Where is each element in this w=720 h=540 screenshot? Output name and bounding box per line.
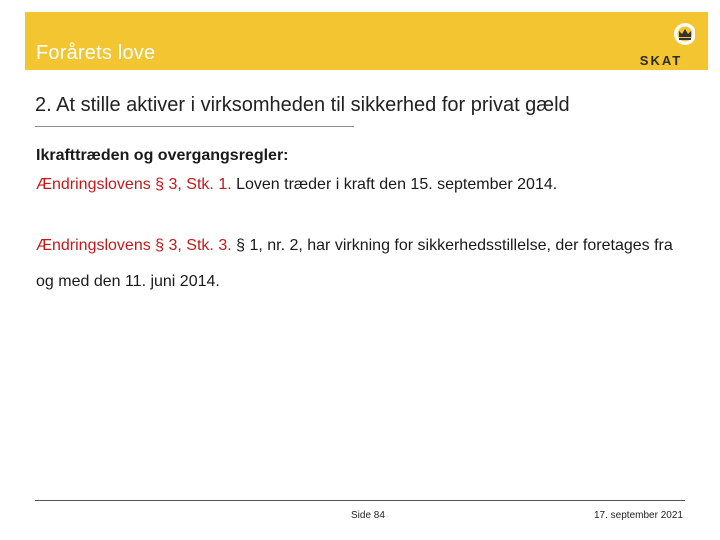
footer-divider bbox=[35, 500, 685, 501]
paragraph-2-text: § 1, nr. 2, har virkning for sikkerhedsstillelse, der foretages fra og med den 11. juni 2014. bbox=[36, 237, 673, 290]
paragraph-1-text: Loven træder i kraft den 15. september 2014. bbox=[231, 176, 558, 193]
law-reference-2: Ændringslovens § 3, Stk. 3. bbox=[36, 237, 232, 254]
slide-subtitle: 2. At stille aktiver i virksomheden til sikkerhed for privat gæld bbox=[35, 94, 570, 116]
paragraph-2 bbox=[36, 228, 676, 300]
skat-logo bbox=[615, 20, 695, 68]
logo-wordmark: SKAT bbox=[639, 53, 683, 68]
paragraph-1 bbox=[36, 167, 676, 203]
subtitle-divider bbox=[35, 126, 354, 127]
header-bar bbox=[25, 12, 708, 70]
law-reference-1: Ændringslovens § 3, Stk. 1. bbox=[36, 176, 232, 193]
section-heading: Ikrafttræden og overgangsregler: bbox=[36, 147, 289, 164]
presentation-title: Forårets love bbox=[36, 42, 156, 64]
footer-date: 17. september 2021 bbox=[594, 510, 683, 521]
crown-base bbox=[679, 38, 691, 40]
page-number: Side 84 bbox=[351, 510, 385, 521]
